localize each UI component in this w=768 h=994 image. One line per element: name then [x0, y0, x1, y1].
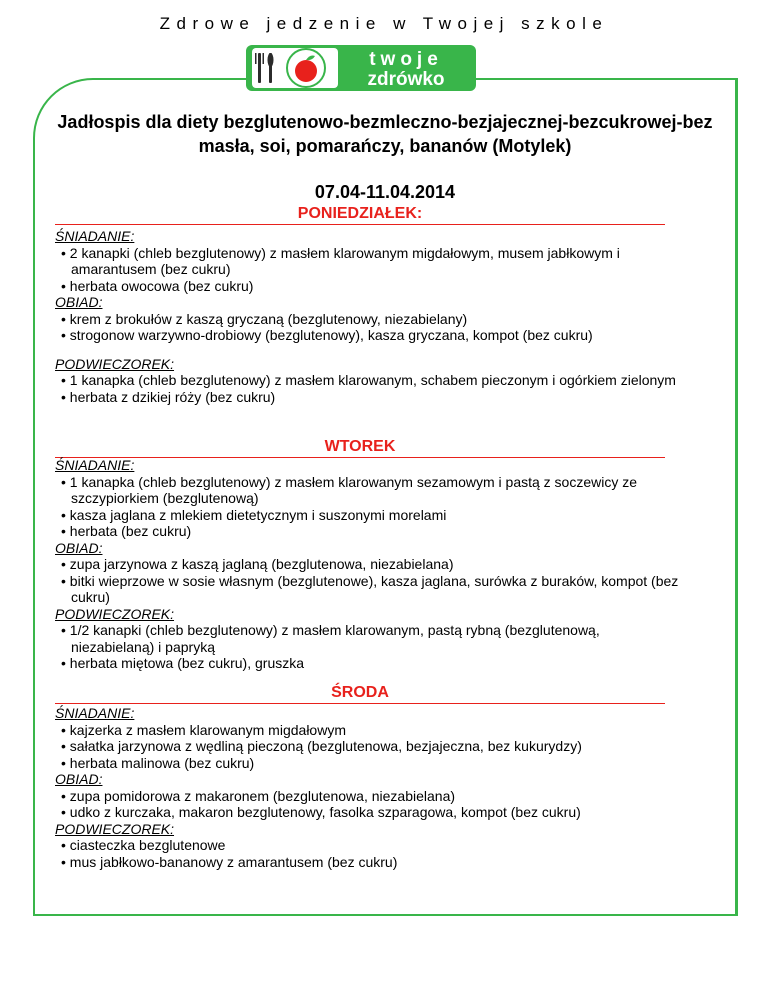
day-heading-monday: PONIEDZIAŁEK: [55, 205, 665, 225]
meal-label: OBIAD: [55, 771, 103, 787]
meal-label: ŚNIADANIE: [55, 228, 135, 244]
meal-label: OBIAD: [55, 294, 103, 310]
day-block-wednesday [55, 705, 685, 870]
menu-item: • herbata owocowa (bez cukru) [55, 278, 685, 295]
menu-item: • krem z brokułów z kaszą gryczaną (bezglutenowy, niezabielany) [55, 311, 685, 328]
menu-item: • zupa pomidorowa z makaronem (bezglutenowa, niezabielana) [55, 788, 685, 805]
day-block-monday [55, 228, 685, 405]
meal-label: ŚNIADANIE: [55, 705, 135, 721]
apple-icon [295, 60, 317, 82]
meal-label: PODWIECZOREK: [55, 820, 175, 837]
twoje-zdrowko-logo [246, 45, 476, 91]
menu-item: • herbata malinowa (bez cukru) [55, 755, 685, 772]
menu-item: • sałatka jarzynowa z wędliną pieczoną (bezglutenowa, bezjajeczna, bez kukurydzy) [55, 738, 685, 755]
menu-item: • strogonow warzywno-drobiowy (bezglutenowy), kasza gryczana, kompot (bez cukru) [55, 327, 685, 344]
menu-item: • kasza jaglana z mlekiem dietetycznym i suszonymi morelami [55, 507, 685, 524]
menu-title: Jadłospis dla diety bezglutenowo-bezmleczno-bezjajecznej-bezcukrowej-bez masła, soi, pomarańczy, bananów (Motylek) [57, 112, 713, 156]
menu-item: • 1 kanapka (chleb bezglutenowy) z masłem klarowanym sezamowym i pastą z soczewicy ze szczypiorkiem (bezglutenową) [55, 474, 685, 507]
day-block-tuesday [55, 457, 685, 672]
menu-item: • 2 kanapki (chleb bezglutenowy) z masłem klarowanym migdałowym, musem jabłkowym i amarantusem (bez cukru) [55, 245, 685, 278]
meal-label: PODWIECZOREK: [55, 605, 175, 622]
menu-item: • mus jabłkowo-bananowy z amarantusem (bez cukru) [55, 854, 685, 871]
menu-item: • ciasteczka bezglutenowe [55, 837, 685, 854]
menu-item: • 1 kanapka (chleb bezglutenowy) z masłem klarowanym, schabem pieczonym i ogórkiem zielonym [55, 372, 685, 389]
header-tagline: Zdrowe jedzenie w Twojej szkole [159, 14, 609, 33]
menu-item: • kajzerka z masłem klarowanym migdałowym [55, 722, 685, 739]
day-heading-tuesday: WTOREK [55, 438, 665, 458]
menu-item: • zupa jarzynowa z kaszą jaglaną (bezglutenowa, niezabielana) [55, 556, 685, 573]
meal-label: OBIAD: [55, 539, 103, 556]
date-range: 07.04-11.04.2014 [314, 182, 456, 202]
menu-item: • udko z kurczaka, makaron bezglutenowy, fasolka szparagowa, kompot (bez cukru) [55, 804, 685, 821]
logo-text-line1: twoje [369, 49, 443, 70]
menu-item: • bitki wieprzowe w sosie własnym (bezglutenowe), kasza jaglana, surówka z buraków, kompot (bez cukru) [55, 573, 685, 606]
meal-label: ŚNIADANIE: [55, 457, 135, 473]
menu-item: • herbata (bez cukru) [55, 523, 685, 540]
logo-text-line2: zdrówko [367, 69, 445, 90]
menu-item: • 1/2 kanapki (chleb bezglutenowy) z masłem klarowanym, pastą rybną (bezglutenową, niezabielaną) i papryką [55, 622, 685, 655]
menu-item: • herbata miętowa (bez cukru), gruszka [55, 655, 685, 672]
meal-label: PODWIECZOREK: [55, 355, 175, 372]
day-heading-wednesday: ŚRODA [55, 684, 665, 704]
menu-item: • herbata z dzikiej róży (bez cukru) [55, 389, 685, 406]
